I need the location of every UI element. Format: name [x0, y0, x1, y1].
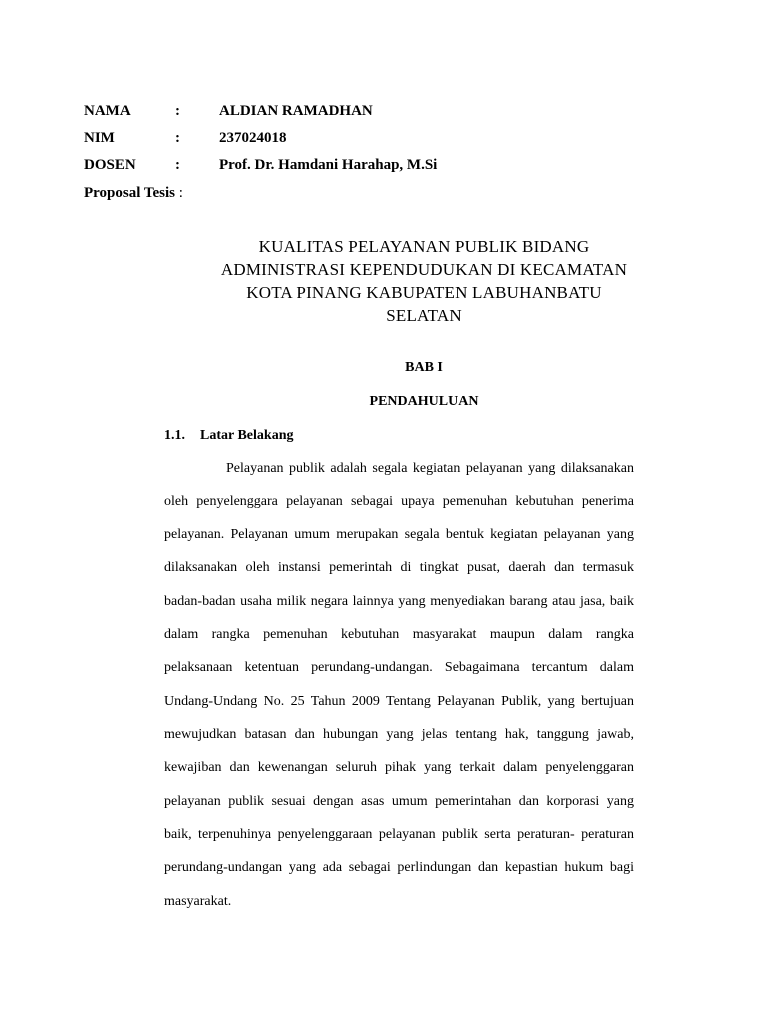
paragraph-line: dalam rangka pemenuhan kebutuhan masyarakat maupun dalam rangka — [164, 627, 634, 642]
paragraph-line: baik, terpenuhinya penyelenggaraan pelayanan publik serta peraturan- peraturan — [164, 827, 634, 842]
paragraph-line: dilaksanakan oleh instansi pemerintah di tingkat pusat, daerah dan termasuk — [164, 560, 634, 575]
name-colon: : — [175, 103, 180, 119]
paragraph-line: masyarakat. — [164, 894, 232, 909]
paragraph-line: pelayanan publik sesuai dengan asas umum pemerintahan dan korporasi yang — [164, 794, 634, 809]
proposal-colon: : — [175, 185, 183, 201]
chapter-name: PENDAHULUAN — [369, 394, 479, 409]
section-number: 1.1. — [164, 428, 185, 443]
section-heading — [164, 426, 293, 446]
nim-value: 237024018 — [219, 130, 287, 146]
paragraph-line: Undang-Undang No. 25 Tahun 2009 Tentang Pelayanan Publik, yang bertujuan — [164, 694, 634, 709]
paragraph-line: pelayanan. Pelayanan umum merupakan segala bentuk kegiatan pelayanan yang — [164, 527, 634, 542]
paragraph-line: badan-badan usaha milik negara lainnya yang menyediakan barang atau jasa, baik — [164, 594, 634, 609]
paragraph-line: perundang-undangan yang ada sebagai perlindungan dan kepastian hukum bagi — [164, 860, 634, 875]
thesis-title — [164, 235, 684, 327]
paragraph-line: pelaksanaan ketentuan perundang-undangan. Sebagaimana tercantum dalam — [164, 660, 634, 675]
thesis-title-line: SELATAN — [386, 306, 462, 325]
paragraph-line: Pelayanan publik adalah segala kegiatan pelayanan yang dilaksanakan — [226, 461, 634, 476]
nim-label: NIM — [84, 130, 115, 146]
proposal-label: Proposal Tesis — [84, 185, 176, 201]
proposal-label-row — [84, 183, 183, 203]
nim-colon: : — [175, 130, 180, 146]
lecturer-label: DOSEN — [84, 157, 136, 173]
section-title: Latar Belakang — [200, 428, 294, 443]
name-label: NAMA — [84, 103, 131, 119]
thesis-title-line: KOTA PINANG KABUPATEN LABUHANBATU — [246, 283, 602, 302]
name-value: ALDIAN RAMADHAN — [219, 103, 373, 119]
lecturer-colon: : — [175, 157, 180, 173]
chapter-number: BAB I — [405, 360, 443, 375]
paragraph-line: mewujudkan batasan dan hubungan yang jelas tentang hak, tanggung jawab, — [164, 727, 634, 742]
thesis-title-line: ADMINISTRASI KEPENDUDUKAN DI KECAMATAN — [220, 260, 628, 279]
paragraph-line: kewajiban dan kewenangan seluruh pihak yang terkait dalam penyelenggaran — [164, 760, 634, 775]
paragraph-line: oleh penyelenggara pelayanan sebagai upaya pemenuhan kebutuhan penerima — [164, 494, 634, 509]
lecturer-value: Prof. Dr. Hamdani Harahap, M.Si — [219, 157, 438, 173]
thesis-title-line: KUALITAS PELAYANAN PUBLIK BIDANG — [258, 237, 590, 256]
